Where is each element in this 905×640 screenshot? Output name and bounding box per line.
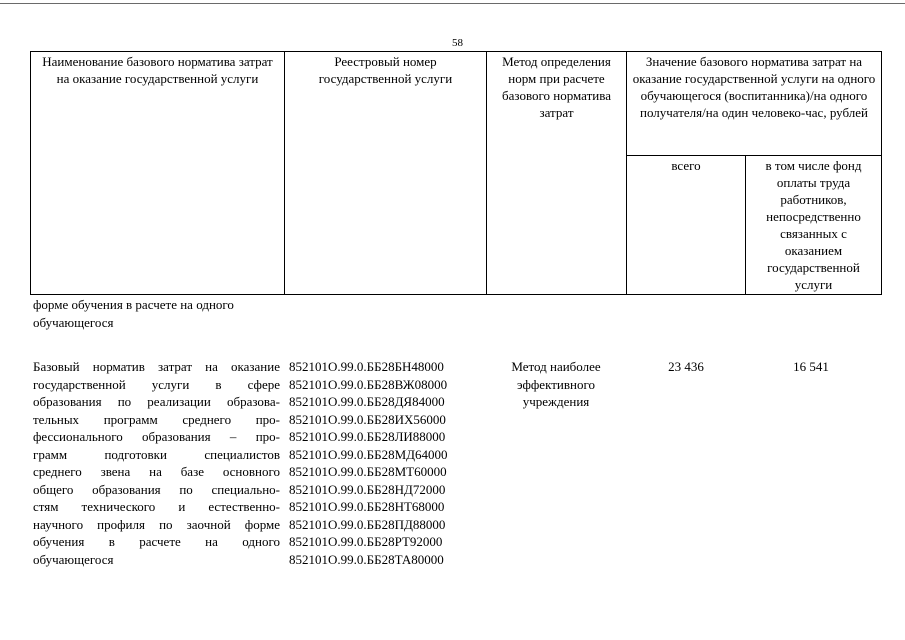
header-value-cell: Значение базового норматива затрат на оказание государственной услуги на одного обучающегося (воспитанника)/на одного получателя/на один человеко-час, рублей [627, 52, 882, 156]
header-name-cell: Наименование базового норматива затрат на оказание государственной услуги [31, 52, 285, 295]
registry-code: 852101О.99.0.ББ28МД64000 [289, 446, 448, 462]
registry-code: 852101О.99.0.ББ28ИХ56000 [289, 411, 446, 427]
registry-code: 852101О.99.0.ББ28ПД88000 [289, 516, 446, 532]
method-text: Метод наиболее эффективного учреждения [511, 359, 601, 409]
registry-code: 852101О.99.0.ББ28ВЖ08000 [289, 376, 448, 392]
registry-code: 852101О.99.0.ББ28НД72000 [289, 481, 446, 497]
total-value: 23 436 [668, 359, 704, 374]
row-name-text: Базовый норматив затрат на оказание государственной услуги в сфере образования по реализации образова- тельных программ среднего про- фессионального образования – про- грамм подготовки специалистов среднего звена на базе основного общего образования по специально- стям технического и естественно- научного профиля по заочной форме обучения в расчете на одного обучающегося [33, 359, 280, 567]
continuation-text: форме обучения в расчете на одного обучающегося [33, 297, 234, 330]
header-total-cell: всего [627, 156, 746, 295]
registry-code: 852101О.99.0.ББ28ТА80000 [289, 551, 444, 567]
header-method-cell: Метод определения норм при расчете базового норматива затрат [487, 52, 627, 295]
registry-code: 852101О.99.0.ББ28РТ92000 [289, 534, 443, 549]
header-registry-cell: Реестровый номер государственной услуги [285, 52, 487, 295]
fund-value: 16 541 [793, 359, 829, 374]
header-table [30, 51, 882, 295]
registry-code: 852101О.99.0.ББ28НТ68000 [289, 499, 445, 514]
registry-code: 852101О.99.0.ББ28БН48000 [289, 359, 444, 374]
registry-code: 852101О.99.0.ББ28ЛИ88000 [289, 429, 446, 444]
registry-code: 852101О.99.0.ББ28ДЯ84000 [289, 394, 445, 409]
header-fund-cell: в том числе фонд оплаты труда работников, непосредственно связанных с оказанием государственной услуги [746, 156, 882, 295]
top-rule [0, 3, 905, 4]
registry-codes [289, 358, 489, 568]
registry-code: 852101О.99.0.ББ28МТ60000 [289, 464, 447, 479]
page-number: 58 [452, 37, 463, 49]
